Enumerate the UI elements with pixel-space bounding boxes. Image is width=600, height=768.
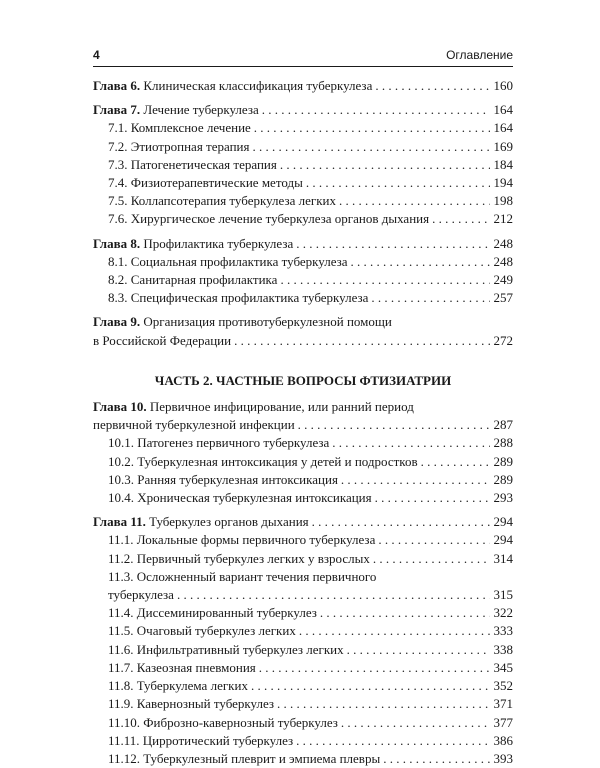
chapter-title-text: Туберкулез органов дыхания [145, 514, 309, 530]
toc-section[interactable] [93, 253, 513, 271]
page-ref: 315 [493, 587, 513, 603]
section-title: 7.2. Этиотропная терапия [108, 138, 250, 154]
section-title: 7.6. Хирургическое лечение туберкулеза органов дыхания [108, 211, 430, 227]
page-ref: 288 [493, 435, 513, 451]
section-title: 8.3. Специфическая профилактика туберкулеза [108, 290, 369, 306]
chapter-number: Глава 9. [93, 314, 141, 330]
page-ref: 287 [493, 417, 513, 433]
leader-dots [375, 77, 490, 95]
page-ref: 212 [493, 211, 513, 227]
page-ref: 352 [493, 678, 513, 694]
leader-dots [280, 271, 490, 289]
chapter-title-line2: в Российской Федерации [93, 332, 232, 348]
leader-dots [341, 471, 490, 489]
toc-row [93, 101, 513, 119]
chapter-title [93, 513, 309, 531]
page-header [93, 48, 513, 63]
section-title: 10.1. Патогенез первичного туберкулеза [108, 435, 330, 451]
toc-section[interactable] [93, 434, 513, 452]
page-ref: 333 [493, 623, 513, 639]
section-title: 7.1. Комплексное лечение [108, 120, 251, 136]
table-of-contents [93, 77, 513, 768]
chapter-10-sections [93, 434, 513, 507]
leader-dots [378, 531, 490, 549]
page-ref: 184 [493, 156, 513, 172]
leader-dots [253, 138, 491, 156]
toc-section[interactable] [93, 453, 513, 471]
leader-dots [339, 192, 490, 210]
leader-dots [296, 235, 490, 253]
section-title: 11.4. Диссеминированный туберкулез [108, 605, 317, 621]
page-ref: 314 [493, 550, 513, 566]
page-ref: 160 [493, 78, 513, 93]
section-title: 11.8. Туберкулема легких [108, 678, 248, 694]
leader-dots [421, 453, 490, 471]
chapter-11-sections-b [93, 604, 513, 768]
chapter-9[interactable] [93, 313, 513, 349]
chapter-title-line1 [93, 313, 513, 331]
page-ref: 293 [493, 490, 513, 506]
toc-page [93, 48, 513, 768]
chapter-10[interactable] [93, 398, 513, 507]
section-title: 11.6. Инфильтративный туберкулез легких [108, 641, 344, 657]
section-title: 7.3. Патогенетическая терапия [108, 156, 277, 172]
leader-dots [373, 550, 490, 568]
page-ref: 338 [493, 641, 513, 657]
page-ref: 393 [493, 750, 513, 766]
section-title: 11.5. Очаговый туберкулез легких [108, 623, 296, 639]
toc-section[interactable] [93, 489, 513, 507]
toc-section[interactable] [93, 550, 513, 568]
page-ref: 345 [493, 659, 513, 675]
chapter-title [93, 101, 259, 119]
chapter-number: Глава 10. [93, 399, 147, 415]
leader-dots [306, 174, 490, 192]
toc-row [108, 586, 513, 604]
section-title: 11.11. Цирротический туберкулез [108, 732, 294, 748]
toc-section[interactable] [93, 119, 513, 137]
section-title: 7.4. Физиотерапевтические методы [108, 175, 303, 191]
chapter-number: Глава 6. [93, 78, 141, 93]
leader-dots [259, 659, 490, 677]
page-ref: 289 [493, 453, 513, 469]
section-title: 11.10. Фиброзно-кавернозный туберкулез [108, 714, 338, 730]
section-title: 10.4. Хроническая туберкулезная интоксикация [108, 490, 372, 506]
toc-section[interactable] [93, 289, 513, 307]
section-title: 7.5. Коллапсотерапия туберкулеза легких [108, 193, 336, 209]
chapter-entry[interactable] [93, 77, 513, 95]
toc-section[interactable] [93, 271, 513, 289]
page-ref: 194 [493, 175, 513, 191]
toc-section[interactable] [93, 677, 513, 695]
page-ref: 322 [493, 605, 513, 621]
page-ref: 386 [493, 732, 513, 748]
page-ref: 248 [493, 253, 513, 269]
section-title-line1: 11.3. Осложненный вариант течения первичного [108, 568, 377, 584]
leader-dots [254, 119, 490, 137]
leader-dots [375, 489, 490, 507]
chapter-title: Первичное инфицирование, или ранний период [146, 399, 414, 415]
leader-dots [251, 677, 490, 695]
leader-dots [383, 750, 490, 768]
page-ref: 294 [493, 532, 513, 548]
chapter-title-text: Клиническая классификация туберкулеза [140, 78, 373, 93]
leader-dots [299, 622, 490, 640]
toc-section[interactable] [93, 714, 513, 732]
toc-row [93, 416, 513, 434]
chapter-number: Глава 8. [93, 235, 141, 251]
leader-dots [351, 253, 490, 271]
leader-dots [262, 101, 490, 119]
toc-section[interactable] [93, 471, 513, 489]
page-ref: 377 [493, 714, 513, 730]
page-ref: 169 [493, 138, 513, 154]
chapter-title [93, 235, 293, 253]
page-ref: 164 [493, 120, 513, 136]
part-heading: ЧАСТЬ 2. ЧАСТНЫЕ ВОПРОСЫ ФТИЗИАТРИИ [154, 372, 452, 388]
page-ref: 294 [493, 514, 513, 530]
chapters-6-8 [93, 77, 513, 307]
page-ref: 248 [493, 235, 513, 251]
section-title: 11.7. Казеозная пневмония [108, 659, 256, 675]
toc-row [93, 235, 513, 253]
toc-section[interactable] [93, 750, 513, 768]
toc-section[interactable] [93, 156, 513, 174]
chapter-title-text: Профилактика туберкулеза [140, 235, 294, 251]
leader-dots [371, 289, 490, 307]
toc-section[interactable] [93, 604, 513, 622]
page-ref: 289 [493, 471, 513, 487]
section-title: 11.2. Первичный туберкулез легких у взрослых [108, 550, 370, 566]
chapter-title [93, 77, 372, 95]
page-ref: 257 [493, 290, 513, 306]
section-title: 10.3. Ранняя туберкулезная интоксикация [108, 471, 338, 487]
page-ref: 249 [493, 272, 513, 288]
toc-row [93, 77, 513, 95]
leader-dots [432, 210, 490, 228]
chapter-number: Глава 11. [93, 514, 146, 530]
section-title: 8.2. Санитарная профилактика [108, 272, 278, 288]
page-number: 4 [93, 48, 100, 62]
chapter-title-line2: первичной туберкулезной инфекции [93, 417, 295, 433]
page-ref: 164 [493, 102, 513, 118]
chapter-number: Глава 7. [93, 102, 141, 118]
toc-section[interactable] [93, 695, 513, 713]
page-ref: 371 [493, 696, 513, 712]
leader-dots [320, 604, 490, 622]
section-title: 10.2. Туберкулезная интоксикация у детей и подростков [108, 453, 418, 469]
chapter-title-text: Лечение туберкулеза [140, 102, 259, 118]
chapter-title-line1 [93, 398, 513, 416]
leader-dots [332, 434, 490, 452]
leader-dots [298, 416, 490, 434]
toc-section[interactable] [93, 138, 513, 156]
chapter-title: Организация противотуберкулезной помощи [140, 314, 392, 330]
leader-dots [347, 641, 490, 659]
leader-dots [277, 695, 490, 713]
running-title: Оглавление [446, 48, 513, 62]
toc-row [93, 513, 513, 531]
leader-dots [312, 513, 490, 531]
section-title: 11.12. Туберкулезный плеврит и эмпиема плевры [108, 750, 381, 766]
chapter-entry[interactable] [93, 235, 513, 308]
leader-dots [296, 732, 490, 750]
toc-section[interactable] [93, 732, 513, 750]
toc-section[interactable] [93, 192, 513, 210]
leader-dots [234, 332, 490, 350]
section-title: 11.1. Локальные формы первичного туберкулеза [108, 532, 376, 548]
leader-dots [280, 156, 490, 174]
chapter-11-sections-a [93, 531, 513, 567]
toc-row [93, 332, 513, 350]
toc-section[interactable] [93, 174, 513, 192]
leader-dots [177, 586, 490, 604]
header-rule [93, 66, 513, 67]
section-title-line2: туберкулеза [108, 587, 174, 603]
page-ref: 272 [493, 332, 513, 348]
chapter-entry[interactable] [93, 101, 513, 228]
chapter-11[interactable] [93, 513, 513, 768]
section-title: 11.9. Кавернозный туберкулез [108, 696, 275, 712]
toc-section[interactable] [93, 659, 513, 677]
toc-section[interactable] [93, 210, 513, 228]
leader-dots [341, 714, 490, 732]
toc-section[interactable] [93, 641, 513, 659]
page-ref: 198 [493, 193, 513, 209]
section-title: 8.1. Социальная профилактика туберкулеза [108, 253, 348, 269]
toc-section[interactable] [93, 568, 513, 604]
toc-section[interactable] [93, 622, 513, 640]
toc-section[interactable] [93, 531, 513, 549]
